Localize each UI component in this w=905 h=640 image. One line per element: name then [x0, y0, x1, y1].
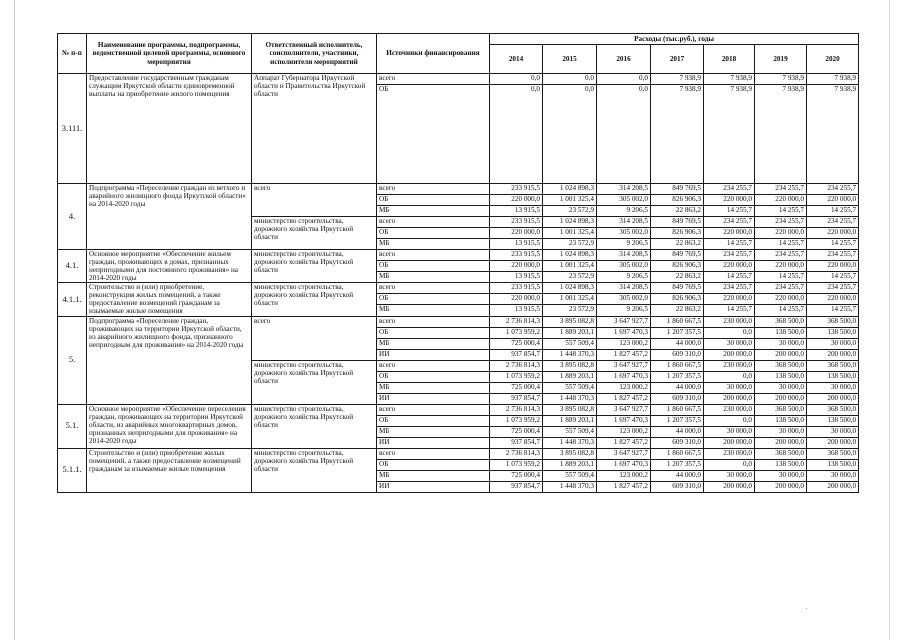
expense-value: 23 572,9 — [543, 239, 597, 250]
expense-value: 123 000,2 — [597, 470, 651, 481]
expense-value: 305 002,0 — [597, 294, 651, 305]
row-number: 4.1.1. — [58, 283, 87, 316]
expense-value: 233 915,5 — [490, 184, 543, 195]
expense-value: 7 938,9 — [704, 85, 755, 184]
expense-value: 200 000,0 — [704, 437, 755, 448]
expense-value: 305 002,0 — [597, 261, 651, 272]
expense-value: 1 827 457,2 — [597, 349, 651, 360]
expense-value: 234 255,7 — [704, 283, 755, 294]
expense-value: 7 938,9 — [704, 74, 755, 85]
funding-source: ОБ — [377, 261, 490, 272]
executor: министерство строительства, дорожного хозяйства Иркутской области — [252, 360, 377, 404]
expense-value: 826 906,3 — [651, 195, 704, 206]
header-year: 2019 — [755, 45, 807, 74]
expense-value: 3 895 082,8 — [543, 316, 597, 327]
expense-value: 22 863,2 — [651, 239, 704, 250]
expense-value: 368 500,0 — [807, 448, 859, 459]
expense-value: 138 500,0 — [755, 327, 807, 338]
expense-value: 123 000,2 — [597, 382, 651, 393]
expense-value: 1 827 457,2 — [597, 393, 651, 404]
expense-value: 368 500,0 — [755, 360, 807, 371]
funding-source: ОБ — [377, 85, 490, 184]
row-number: 5.1. — [58, 404, 87, 448]
expense-value: 1 073 959,2 — [490, 371, 543, 382]
program-name: Предоставление государственным гражданам служащим Иркутской области единовременной выплаты на приобретение жилого помещения — [87, 74, 252, 184]
header-program-name: Наименование программы, подпрограммы, ведомственной целевой программы, основного мероприятия — [87, 34, 252, 74]
row-number: 4.1. — [58, 250, 87, 283]
expense-value: 138 500,0 — [807, 459, 859, 470]
expense-value: 368 500,0 — [755, 404, 807, 415]
expense-value: 9 206,5 — [597, 206, 651, 217]
expense-value: 14 255,7 — [755, 239, 807, 250]
executor: министерство строительства, дорожного хозяйства Иркутской области — [252, 250, 377, 283]
expense-value: 609 310,0 — [651, 481, 704, 492]
expense-value: 305 002,0 — [597, 195, 651, 206]
scan-page-edge-left — [14, 0, 15, 640]
expense-value: 30 000,0 — [807, 426, 859, 437]
header-year: 2020 — [807, 45, 859, 74]
expense-value: 0,0 — [704, 371, 755, 382]
expense-value: 3 647 927,7 — [597, 404, 651, 415]
expense-value: 230 000,0 — [704, 360, 755, 371]
program-name: Подпрограмма «Переселение граждан из ветхого и аварийного жилищного фонда Иркутской области» на 2014-2020 годы — [87, 184, 252, 250]
expense-value: 234 255,7 — [807, 184, 859, 195]
expense-value: 1 860 667,5 — [651, 448, 704, 459]
expense-value: 305 002,0 — [597, 228, 651, 239]
expense-value: 1 697 470,3 — [597, 415, 651, 426]
expense-value: 234 255,7 — [755, 283, 807, 294]
expense-value: 7 938,9 — [755, 85, 807, 184]
expense-value: 200 000,0 — [704, 393, 755, 404]
table-body — [58, 74, 859, 493]
funding-source: всего — [377, 184, 490, 195]
funding-source: всего — [377, 316, 490, 327]
expense-value: 368 500,0 — [807, 404, 859, 415]
expense-value: 2 736 814,3 — [490, 316, 543, 327]
row-number: 4. — [58, 184, 87, 250]
table-row — [58, 250, 859, 261]
expense-value: 314 208,5 — [597, 250, 651, 261]
expense-value: 220 000,0 — [704, 294, 755, 305]
funding-source: МБ — [377, 382, 490, 393]
expense-value: 1 827 457,2 — [597, 481, 651, 492]
expense-value: 9 206,5 — [597, 239, 651, 250]
expense-value: 1 024 898,3 — [543, 217, 597, 228]
expense-value: 725 000,4 — [490, 382, 543, 393]
expense-value: 13 915,5 — [490, 272, 543, 283]
funding-source: ОБ — [377, 415, 490, 426]
expense-value: 234 255,7 — [704, 184, 755, 195]
funding-source: ОБ — [377, 327, 490, 338]
expense-value: 220 000,0 — [490, 261, 543, 272]
expense-value: 849 769,5 — [651, 250, 704, 261]
expense-value: 233 915,5 — [490, 250, 543, 261]
program-name: Строительство и (или) приобретение жилых помещений, а также предоставление возмещений гражданам за изымаемые жилые помещения — [87, 448, 252, 492]
table-row — [58, 184, 859, 195]
expense-value: 1 448 370,3 — [543, 481, 597, 492]
expense-value: 725 000,4 — [490, 338, 543, 349]
expense-value: 200 000,0 — [755, 393, 807, 404]
expense-value: 557 509,4 — [543, 338, 597, 349]
funding-source: МБ — [377, 272, 490, 283]
expense-value: 7 938,9 — [807, 85, 859, 184]
expense-value: 0,0 — [543, 85, 597, 184]
executor: всего — [252, 316, 377, 360]
expense-value: 1 207 357,5 — [651, 415, 704, 426]
expense-value: 233 915,5 — [490, 283, 543, 294]
expense-value: 0,0 — [704, 459, 755, 470]
expense-value: 2 736 814,3 — [490, 404, 543, 415]
executor: министерство строительства, дорожного хозяйства Иркутской области — [252, 448, 377, 492]
table-header — [58, 34, 859, 74]
scan-speck — [806, 608, 807, 609]
header-number: № п-п — [58, 34, 87, 74]
funding-source: МБ — [377, 239, 490, 250]
funding-source: всего — [377, 404, 490, 415]
expense-value: 234 255,7 — [704, 217, 755, 228]
expense-value: 1 860 667,5 — [651, 360, 704, 371]
expense-value: 937 854,7 — [490, 437, 543, 448]
funding-source: МБ — [377, 305, 490, 316]
funding-source: ОБ — [377, 459, 490, 470]
expense-value: 3 647 927,7 — [597, 448, 651, 459]
funding-source: ОБ — [377, 195, 490, 206]
table-row — [58, 74, 859, 85]
expense-value: 30 000,0 — [807, 338, 859, 349]
expense-value: 138 500,0 — [807, 327, 859, 338]
expense-value: 1 827 457,2 — [597, 437, 651, 448]
expense-value: 200 000,0 — [755, 437, 807, 448]
expense-value: 220 000,0 — [755, 261, 807, 272]
expense-value: 1 697 470,3 — [597, 459, 651, 470]
expense-value: 220 000,0 — [807, 228, 859, 239]
expense-value: 0,0 — [704, 415, 755, 426]
expense-value: 44 000,0 — [651, 470, 704, 481]
expense-value: 234 255,7 — [807, 283, 859, 294]
expense-value: 14 255,7 — [704, 272, 755, 283]
expense-value: 1 001 325,4 — [543, 261, 597, 272]
funding-source: всего — [377, 283, 490, 294]
row-number: 5.1.1. — [58, 448, 87, 492]
expense-value: 3 647 927,7 — [597, 316, 651, 327]
expense-value: 230 000,0 — [704, 316, 755, 327]
expense-value: 23 572,9 — [543, 206, 597, 217]
expense-value: 1 207 357,5 — [651, 459, 704, 470]
expense-value: 200 000,0 — [807, 393, 859, 404]
expense-value: 1 448 370,3 — [543, 393, 597, 404]
expense-value: 7 938,9 — [651, 74, 704, 85]
funding-source: всего — [377, 448, 490, 459]
expense-value: 14 255,7 — [807, 206, 859, 217]
expense-value: 220 000,0 — [490, 294, 543, 305]
expense-value: 609 310,0 — [651, 437, 704, 448]
expense-value: 123 000,2 — [597, 426, 651, 437]
expense-value: 557 509,4 — [543, 426, 597, 437]
expense-value: 849 769,5 — [651, 217, 704, 228]
expense-value: 826 906,3 — [651, 228, 704, 239]
expense-value: 200 000,0 — [755, 349, 807, 360]
expense-value: 22 863,2 — [651, 206, 704, 217]
expense-value: 1 889 203,1 — [543, 371, 597, 382]
expense-value: 200 000,0 — [755, 481, 807, 492]
expense-value: 1 697 470,3 — [597, 371, 651, 382]
expense-value: 138 500,0 — [755, 371, 807, 382]
expense-value: 14 255,7 — [807, 239, 859, 250]
executor: Аппарат Губернатора Иркутской области и Правительства Иркутской области — [252, 74, 377, 184]
expense-value: 234 255,7 — [807, 250, 859, 261]
expense-value: 14 255,7 — [755, 305, 807, 316]
expense-value: 30 000,0 — [704, 338, 755, 349]
funding-source: всего — [377, 217, 490, 228]
expense-value: 1 448 370,3 — [543, 349, 597, 360]
expense-value: 220 000,0 — [807, 195, 859, 206]
expense-value: 314 208,5 — [597, 217, 651, 228]
expense-value: 220 000,0 — [755, 195, 807, 206]
expense-value: 1 001 325,4 — [543, 228, 597, 239]
expense-value: 30 000,0 — [704, 470, 755, 481]
expense-value: 200 000,0 — [704, 481, 755, 492]
expense-value: 22 863,2 — [651, 305, 704, 316]
expense-value: 44 000,0 — [651, 338, 704, 349]
expense-value: 609 310,0 — [651, 393, 704, 404]
executor: всего — [252, 184, 377, 217]
funding-source: МБ — [377, 206, 490, 217]
expense-value: 14 255,7 — [807, 305, 859, 316]
expense-value: 314 208,5 — [597, 283, 651, 294]
funding-source: ИИ — [377, 393, 490, 404]
expense-value: 1 697 470,3 — [597, 327, 651, 338]
expense-value: 138 500,0 — [807, 415, 859, 426]
expense-value: 1 024 898,3 — [543, 184, 597, 195]
expense-value: 13 915,5 — [490, 206, 543, 217]
expense-value: 3 647 927,7 — [597, 360, 651, 371]
expense-value: 0,0 — [490, 74, 543, 85]
header-year: 2015 — [543, 45, 597, 74]
expense-value: 30 000,0 — [807, 470, 859, 481]
expense-value: 1 073 959,2 — [490, 327, 543, 338]
expense-value: 7 938,9 — [807, 74, 859, 85]
expense-value: 3 895 082,8 — [543, 360, 597, 371]
expense-value: 1 073 959,2 — [490, 459, 543, 470]
expense-value: 1 001 325,4 — [543, 195, 597, 206]
expense-value: 30 000,0 — [755, 426, 807, 437]
expense-value: 30 000,0 — [807, 382, 859, 393]
table-row — [58, 404, 859, 415]
expense-value: 368 500,0 — [807, 360, 859, 371]
expense-value: 14 255,7 — [755, 272, 807, 283]
expense-value: 1 889 203,1 — [543, 459, 597, 470]
expense-value: 937 854,7 — [490, 349, 543, 360]
expense-value: 234 255,7 — [755, 217, 807, 228]
header-year: 2018 — [704, 45, 755, 74]
expense-value: 725 000,4 — [490, 426, 543, 437]
expense-value: 1 889 203,1 — [543, 415, 597, 426]
expense-value: 2 736 814,3 — [490, 360, 543, 371]
expense-value: 138 500,0 — [807, 371, 859, 382]
program-name: Основное мероприятие «Обеспечение переселения граждан, проживающих на территории Иркутской области, из аварийных многоквартирных домов, признанных непригодными для проживания» на 2014-2020 годы — [87, 404, 252, 448]
header-year: 2016 — [597, 45, 651, 74]
expense-value: 3 895 082,8 — [543, 404, 597, 415]
header-year: 2017 — [651, 45, 704, 74]
expense-value: 0,0 — [597, 74, 651, 85]
expense-value: 0,0 — [704, 327, 755, 338]
expense-value: 1 448 370,3 — [543, 437, 597, 448]
funding-source: всего — [377, 360, 490, 371]
expense-value: 30 000,0 — [704, 382, 755, 393]
expense-value: 1 073 959,2 — [490, 415, 543, 426]
expense-value: 234 255,7 — [807, 217, 859, 228]
funding-source: ОБ — [377, 371, 490, 382]
expense-value: 220 000,0 — [704, 195, 755, 206]
expense-value: 230 000,0 — [704, 404, 755, 415]
expense-value: 826 906,3 — [651, 294, 704, 305]
expense-value: 200 000,0 — [807, 481, 859, 492]
funding-source: МБ — [377, 426, 490, 437]
expense-value: 937 854,7 — [490, 393, 543, 404]
table-row — [58, 283, 859, 294]
expense-value: 30 000,0 — [755, 338, 807, 349]
expense-value: 123 000,2 — [597, 338, 651, 349]
expense-value: 1 001 325,4 — [543, 294, 597, 305]
expense-value: 1 860 667,5 — [651, 316, 704, 327]
funding-source: ИИ — [377, 481, 490, 492]
expense-value: 200 000,0 — [704, 349, 755, 360]
expense-value: 30 000,0 — [755, 382, 807, 393]
expense-value: 7 938,9 — [651, 85, 704, 184]
header-funding-source: Источники финансирования — [377, 34, 490, 74]
expense-value: 30 000,0 — [755, 470, 807, 481]
expense-value: 826 906,3 — [651, 261, 704, 272]
funding-source: всего — [377, 250, 490, 261]
expense-value: 30 000,0 — [704, 426, 755, 437]
expense-value: 849 769,5 — [651, 184, 704, 195]
expense-value: 314 208,5 — [597, 184, 651, 195]
expense-value: 23 572,9 — [543, 272, 597, 283]
header-year: 2014 — [490, 45, 543, 74]
expense-value: 44 000,0 — [651, 382, 704, 393]
executor: министерство строительства, дорожного хозяйства Иркутской области — [252, 404, 377, 448]
expense-value: 22 863,2 — [651, 272, 704, 283]
expense-value: 368 500,0 — [755, 448, 807, 459]
expense-value: 14 255,7 — [755, 206, 807, 217]
expense-value: 2 736 814,3 — [490, 448, 543, 459]
expense-value: 7 938,9 — [755, 74, 807, 85]
scan-page-edge-right — [889, 0, 890, 640]
table-row — [58, 448, 859, 459]
expense-value: 233 915,5 — [490, 217, 543, 228]
program-name: Подпрограмма «Переселение граждан, проживающих на территории Иркутской области, из аварийного жилищного фонда, признанного непригодным для проживания» на 2014-2020 годы — [87, 316, 252, 404]
expense-value: 220 000,0 — [755, 294, 807, 305]
expense-value: 220 000,0 — [807, 294, 859, 305]
expense-value: 368 500,0 — [807, 316, 859, 327]
expense-value: 14 255,7 — [704, 239, 755, 250]
executor: министерство строительства, дорожного хозяйства Иркутской области — [252, 217, 377, 250]
expense-value: 14 255,7 — [704, 206, 755, 217]
expense-value: 220 000,0 — [807, 261, 859, 272]
header-executor: Ответственный исполнитель, соисполнители, участники, исполнители мероприятий — [252, 34, 377, 74]
expense-value: 220 000,0 — [755, 228, 807, 239]
expense-value: 234 255,7 — [704, 250, 755, 261]
expense-value: 1 024 898,3 — [543, 250, 597, 261]
expense-value: 3 895 082,8 — [543, 448, 597, 459]
expense-value: 234 255,7 — [755, 250, 807, 261]
expense-value: 609 310,0 — [651, 349, 704, 360]
expense-value: 234 255,7 — [755, 184, 807, 195]
program-name: Основное мероприятие «Обеспечение жильем граждан, проживающих в домах, признанных непригодными для постоянного проживания» на 2014-2020 годы — [87, 250, 252, 283]
expense-value: 138 500,0 — [755, 415, 807, 426]
expense-value: 557 509,4 — [543, 382, 597, 393]
funding-source: ИИ — [377, 437, 490, 448]
funding-source: ИИ — [377, 349, 490, 360]
expense-value: 200 000,0 — [807, 349, 859, 360]
funding-source: МБ — [377, 338, 490, 349]
expense-value: 1 860 667,5 — [651, 404, 704, 415]
expense-value: 14 255,7 — [704, 305, 755, 316]
expense-value: 1 889 203,1 — [543, 327, 597, 338]
executor: министерство строительства, дорожного хозяйства Иркутской области — [252, 283, 377, 316]
expense-value: 0,0 — [597, 85, 651, 184]
expense-value: 0,0 — [543, 74, 597, 85]
expense-value: 1 024 898,3 — [543, 283, 597, 294]
expense-value: 220 000,0 — [490, 195, 543, 206]
funding-source: всего — [377, 74, 490, 85]
program-name: Строительство и (или) приобретение, реконструкция жилых помещений, а также предоставление возмещений гражданам за изымаемые жилые помещения — [87, 283, 252, 316]
expense-value: 13 915,5 — [490, 239, 543, 250]
expense-value: 9 206,5 — [597, 272, 651, 283]
funding-source: ОБ — [377, 294, 490, 305]
expense-value: 23 572,9 — [543, 305, 597, 316]
expense-value: 220 000,0 — [704, 261, 755, 272]
expense-value: 0,0 — [490, 85, 543, 184]
expense-value: 220 000,0 — [704, 228, 755, 239]
funding-source: ОБ — [377, 228, 490, 239]
row-number: 5. — [58, 316, 87, 404]
expense-value: 138 500,0 — [755, 459, 807, 470]
expense-value: 1 207 357,5 — [651, 327, 704, 338]
expense-value: 725 000,4 — [490, 470, 543, 481]
header-expenses: Расходы (тыс.руб.), годы — [490, 34, 859, 45]
budget-table — [57, 33, 859, 493]
row-number: 3.111. — [58, 74, 87, 184]
expense-value: 220 000,0 — [490, 228, 543, 239]
expense-value: 1 207 357,5 — [651, 371, 704, 382]
expense-value: 13 915,5 — [490, 305, 543, 316]
funding-source: МБ — [377, 470, 490, 481]
expense-value: 557 509,4 — [543, 470, 597, 481]
expense-value: 230 000,0 — [704, 448, 755, 459]
expense-value: 368 500,0 — [755, 316, 807, 327]
expense-value: 44 000,0 — [651, 426, 704, 437]
expense-value: 937 854,7 — [490, 481, 543, 492]
expense-value: 200 000,0 — [807, 437, 859, 448]
table-row — [58, 316, 859, 327]
expense-value: 849 769,5 — [651, 283, 704, 294]
expense-value: 14 255,7 — [807, 272, 859, 283]
expense-value: 9 206,5 — [597, 305, 651, 316]
